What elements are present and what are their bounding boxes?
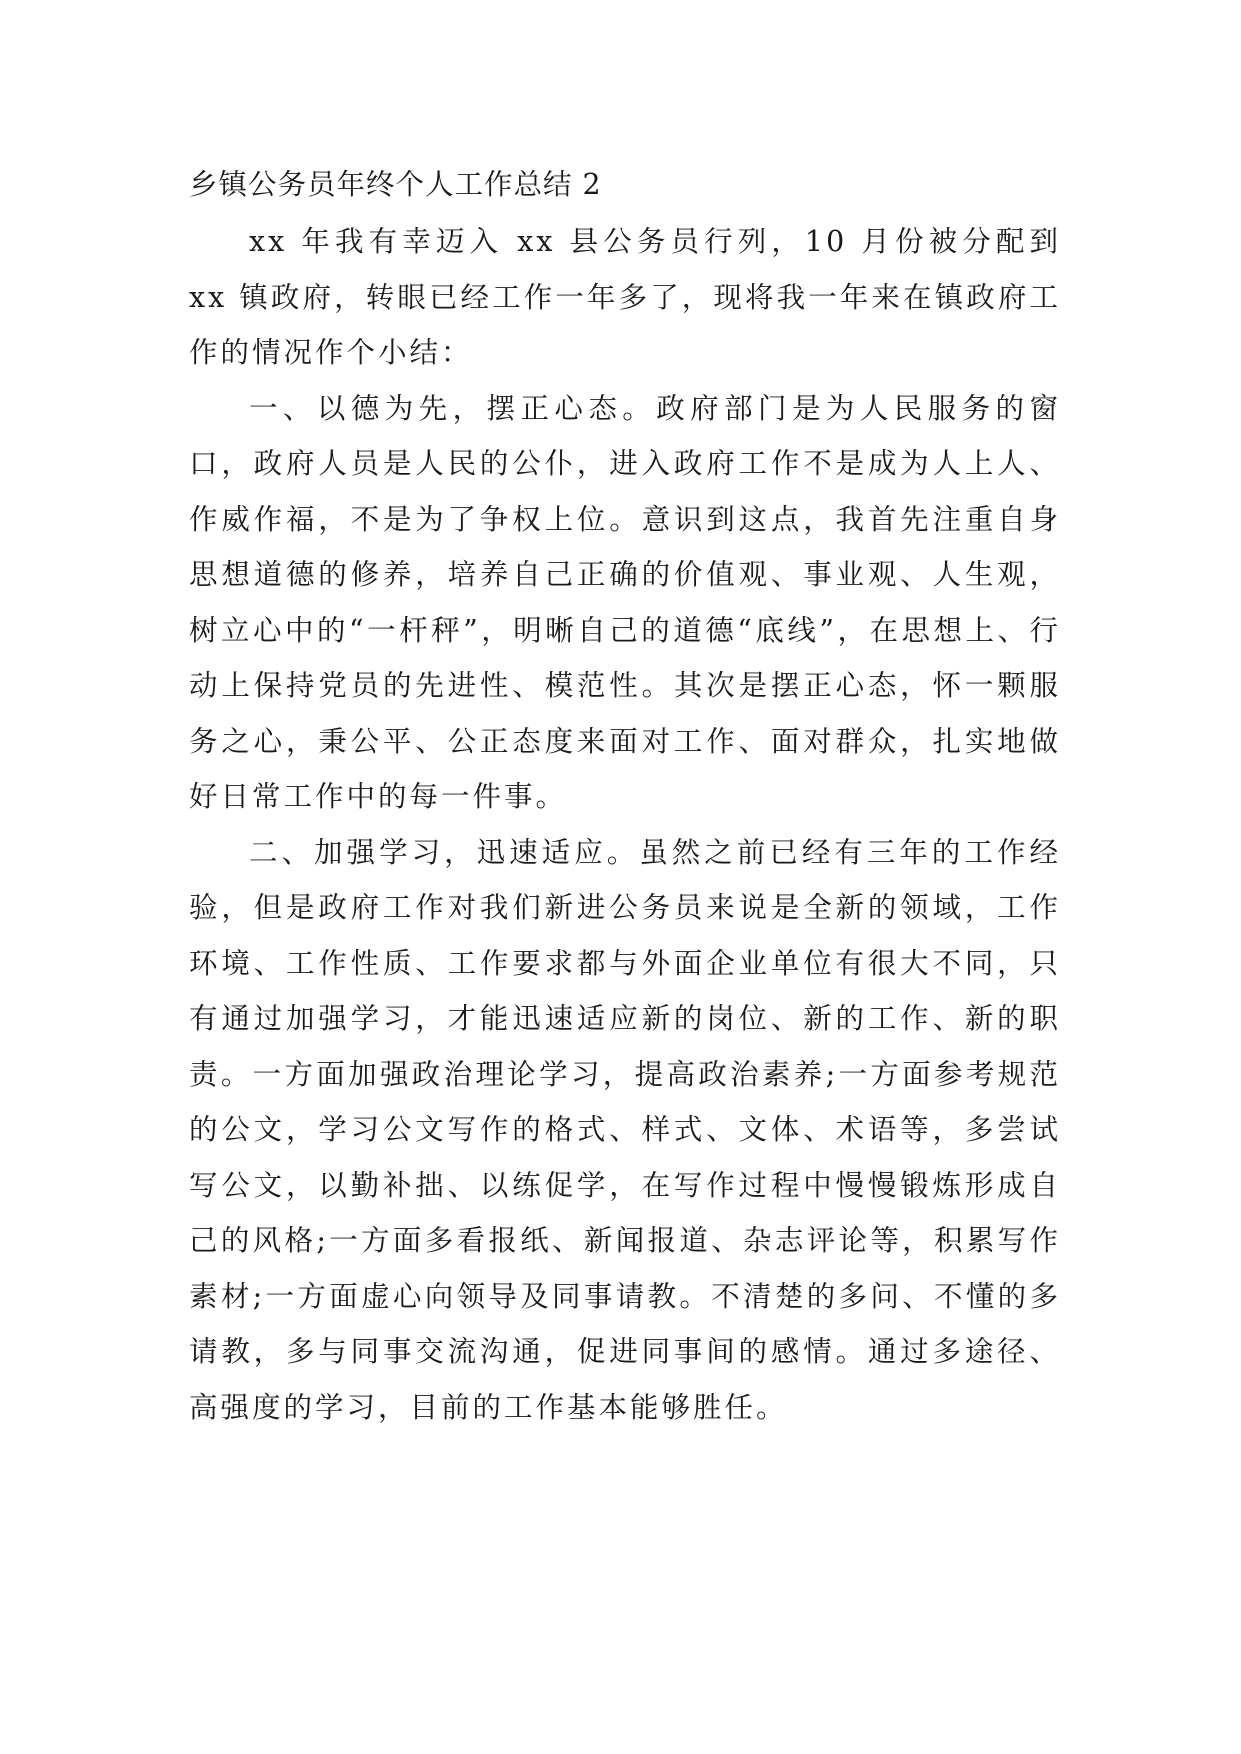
section-one-paragraph: 一、以德为先，摆正心态。政府部门是为人民服务的窗口，政府人员是人民的公仆，进入政府工作不是成为人上人、作威作福，不是为了争权上位。意识到这点，我首先注重自身思想道德的修养，培养自己正确的价值观、事业观、人生观，树立心中的“一杆秤”，明晰自己的道德“底线”，在思想上、行动上保持党员的先进性、模范性。其次是摆正心态，怀一颗服务之心，秉公平、公正态度来面对工作、面对群众，扎实地做好日常工作中的每一件事。 xyxy=(189,391,1061,813)
section-two-paragraph: 二、加强学习，迅速适应。虽然之前已经有三年的工作经验，但是政府工作对我们新进公务员来说是全新的领域，工作环境、工作性质、工作要求都与外面企业单位有很大不同，只有通过加强学习，才能迅速适应新的岗位、新的工作、新的职责。一方面加强政治理论学习，提高政治素养;一方面参考规范的公文，学习公文写作的格式、样式、文体、术语等，多尝试写公文，以勤补拙、以练促学，在写作过程中慢慢锻炼形成自己的风格;一方面多看报纸、新闻报道、杂志评论等，积累写作素材;一方面虚心向领导及同事请教。不清楚的多问、不懂的多请教，多与同事交流沟通，促进同事间的感情。通过多途径、高强度的学习，目前的工作基本能够胜任。 xyxy=(189,835,1061,1424)
document-body xyxy=(189,214,1061,1435)
intro-paragraph: xx 年我有幸迈入 xx 县公务员行列，10 月份被分配到 xx 镇政府，转眼已经工作一年多了，现将我一年来在镇政府工作的情况作个小结： xyxy=(189,225,1061,369)
document-title: 乡镇公务员年终个人工作总结 2 xyxy=(189,168,602,201)
